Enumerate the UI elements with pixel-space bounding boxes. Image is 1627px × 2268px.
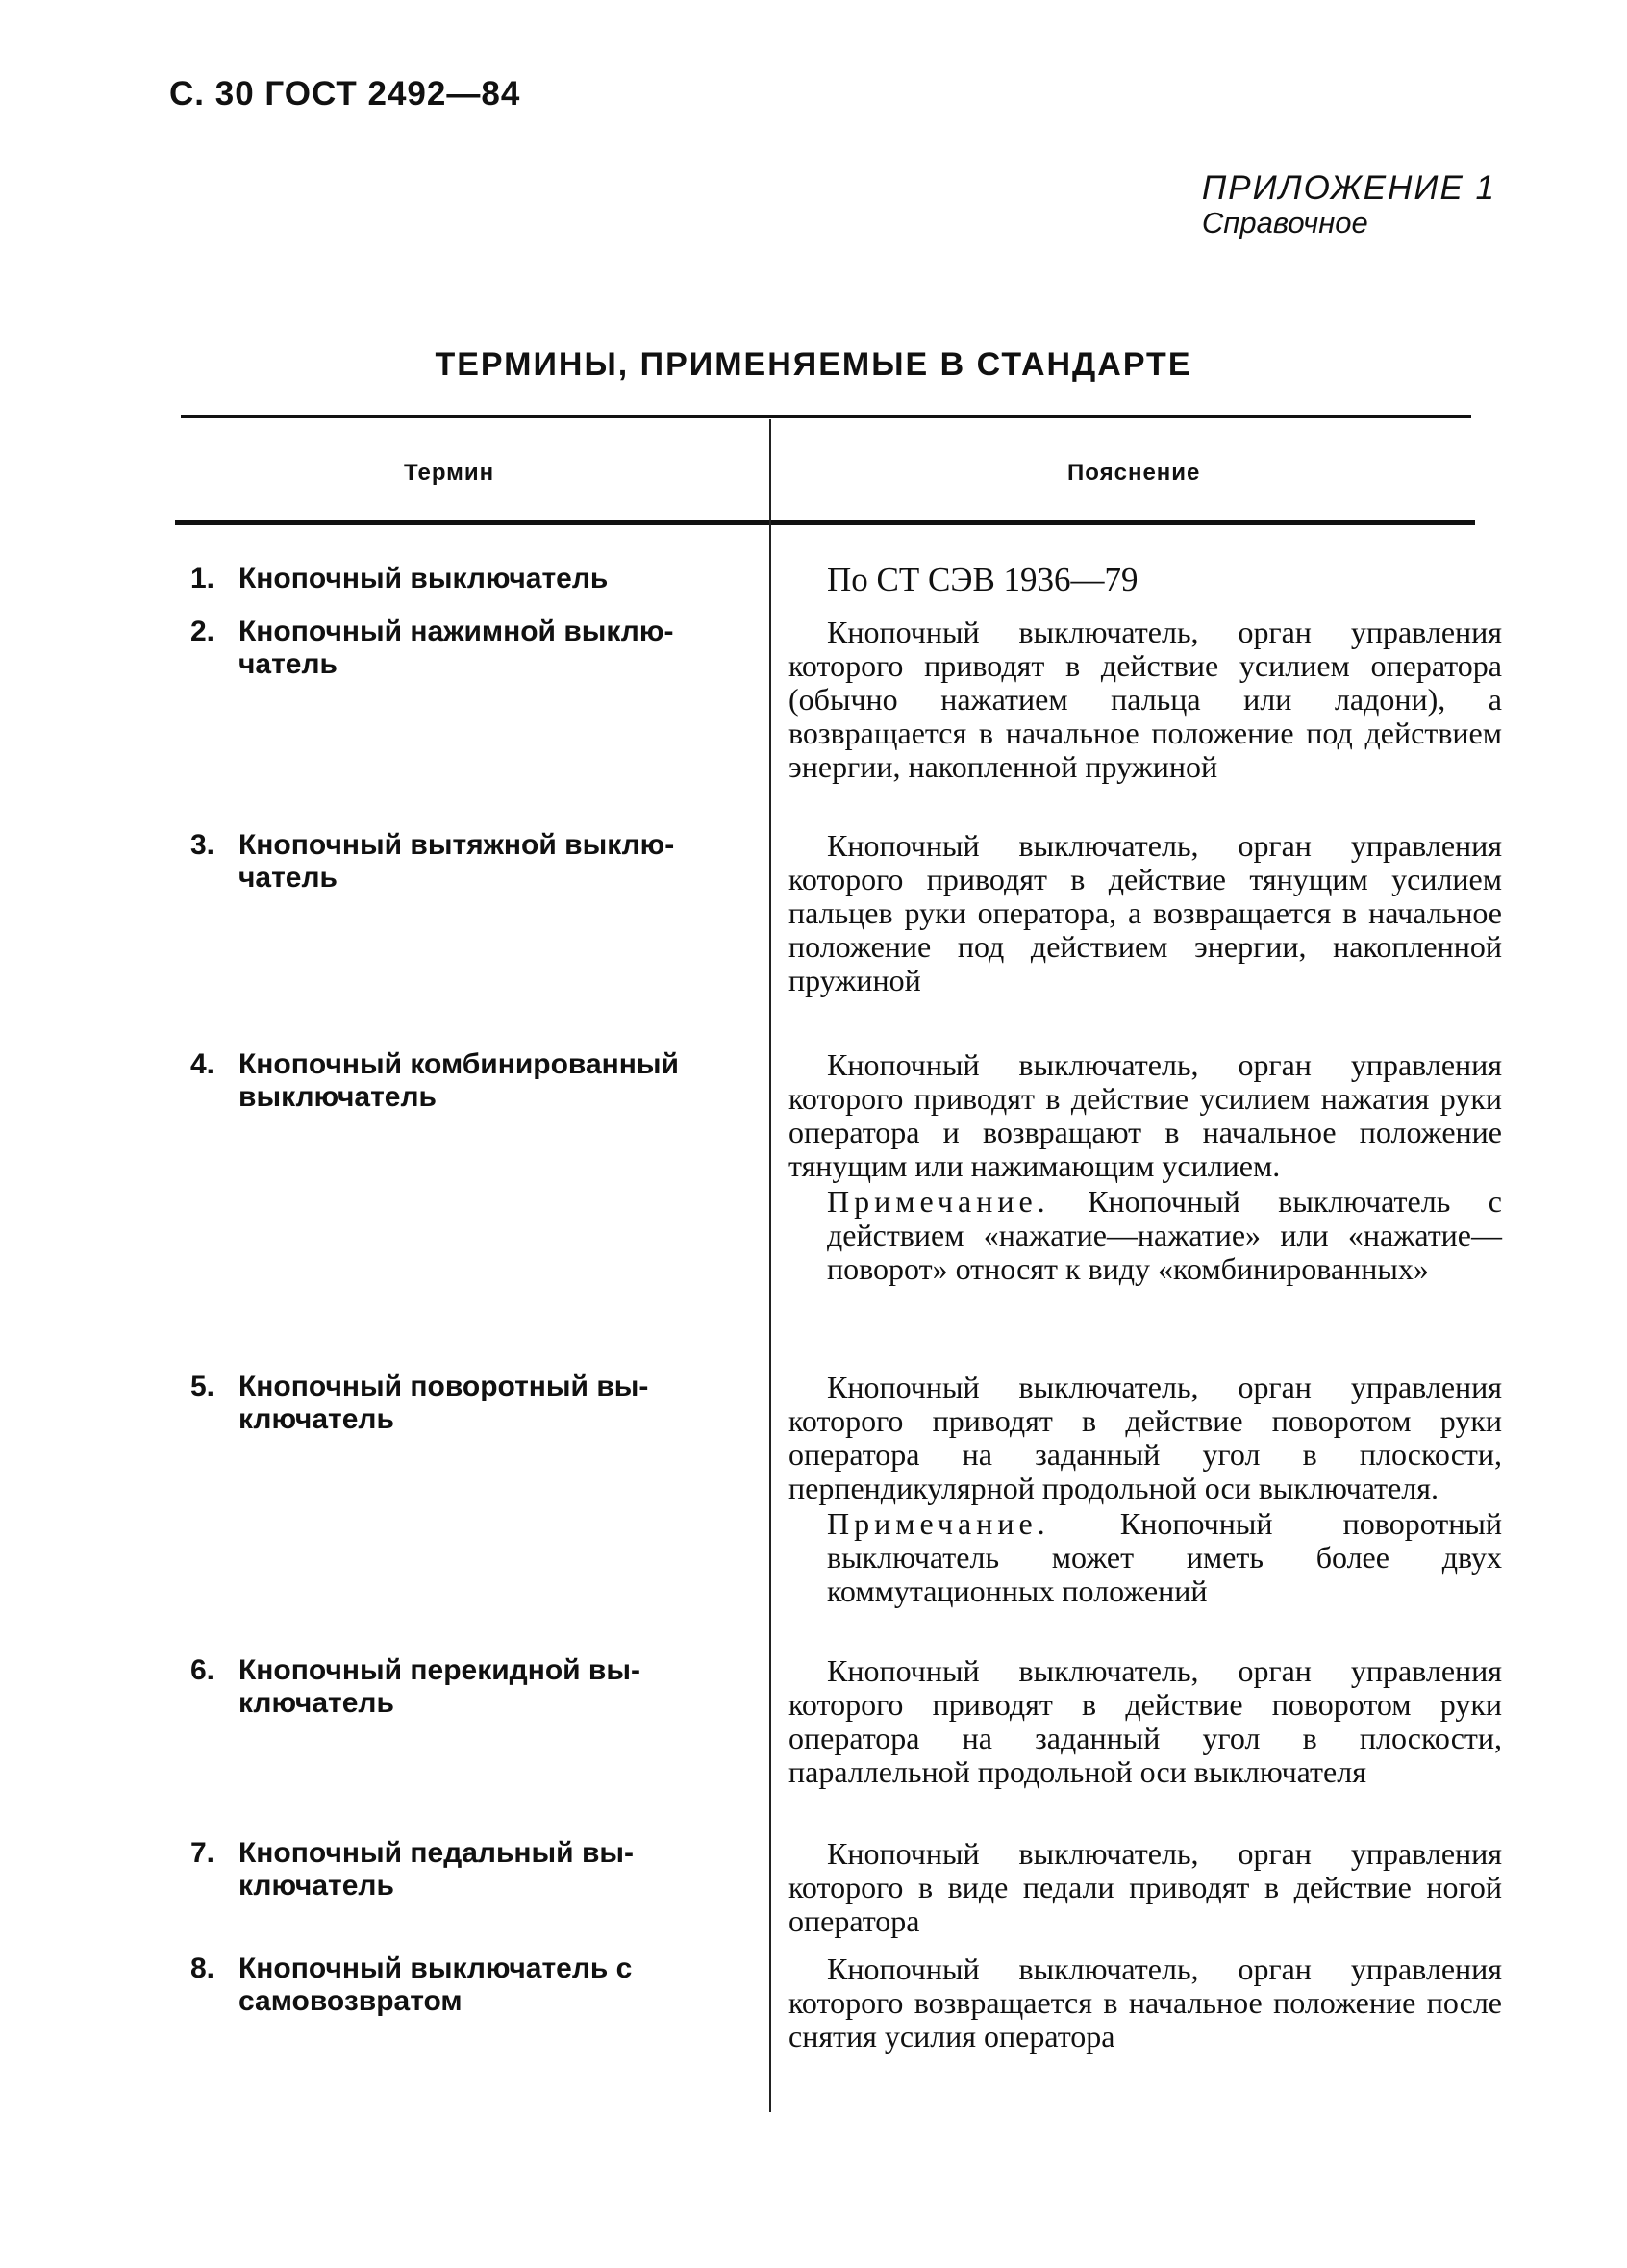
appendix-subtitle: Справочное	[1201, 206, 1368, 239]
explanation-cell	[788, 616, 1502, 784]
term-cell	[190, 1048, 735, 1114]
term-text: Кнопочный перекидной вы-	[238, 1654, 640, 1686]
term-text: Кнопочный поворотный вы-	[238, 1371, 649, 1402]
explanation-cell	[788, 1048, 1502, 1286]
term-text-continued: чатель	[238, 648, 338, 680]
term-text: Кнопочный выключатель	[238, 563, 609, 594]
explanation-cell	[788, 829, 1502, 997]
term-text-continued: выключатель	[238, 1081, 437, 1113]
note-text: Кнопочный выключатель с действием «нажатие—нажатие» или «нажатие—поворот» относят к виду «комбинированных»	[827, 1184, 1503, 1286]
term-text-continued: чатель	[238, 862, 338, 894]
term-text: Кнопочный нажимной выклю-	[238, 616, 674, 647]
term-cell	[190, 616, 735, 681]
explanation-cell	[788, 1837, 1502, 1938]
explanation-text: Кнопочный выключатель, орган управления которого приводят в действие поворотом руки оператора на заданный угол в плоскости, параллельной продольной оси выключателя	[788, 1653, 1502, 1789]
table-header-rule	[175, 520, 1475, 525]
table-top-rule	[181, 415, 1471, 418]
document-title: ТЕРМИНЫ, ПРИМЕНЯЕМЫЕ В СТАНДАРТЕ	[435, 346, 1192, 383]
column-header-term: Термин	[404, 460, 495, 486]
term-text: Кнопочный выключатель с	[238, 1953, 633, 1984]
term-text-continued: самовозвратом	[238, 1985, 463, 2017]
term-number: 3.	[190, 829, 215, 861]
page-header: С. 30 ГОСТ 2492—84	[169, 75, 521, 113]
note-text: Кнопочный поворотный выключатель может иметь более двух коммутационных положений	[827, 1506, 1503, 1608]
term-number: 5.	[190, 1371, 215, 1402]
term-text: Кнопочный вытяжной выклю-	[238, 829, 675, 861]
term-cell	[190, 829, 735, 895]
term-cell	[190, 1953, 735, 2018]
explanation-text: Кнопочный выключатель, орган управления которого приводят в действие усилием оператора (обычно нажатием пальца или ладони), а возвращается в начальное положение под действием энергии, накопленной пружиной	[788, 615, 1502, 784]
explanation-text: Кнопочный выключатель, орган управления которого приводят в действие усилием нажатия руки оператора и возвращают в начальное положение тянущим или нажимающим усилием.	[788, 1047, 1502, 1183]
term-cell	[190, 563, 735, 595]
explanation-text: Кнопочный выключатель, орган управления которого приводят в действие тянущим усилием пальцев руки оператора, а возвращается в начальное положение под действием энергии, накопленной пружиной	[788, 828, 1502, 997]
explanation-cell	[788, 1654, 1502, 1789]
explanation-text: Кнопочный выключатель, орган управления которого возвращается в начальное положение после снятия усилия оператора	[788, 1952, 1502, 2054]
column-header-explanation: Пояснение	[1067, 460, 1201, 486]
explanation-text: Кнопочный выключатель, орган управления которого в виде педали приводят в действие ногой оператора	[788, 1836, 1502, 1938]
note	[788, 1185, 1502, 1286]
note-label: Примечание.	[827, 1506, 1050, 1541]
explanation-cell: По СТ СЭВ 1936—79	[827, 561, 1139, 598]
explanation-cell	[788, 1371, 1502, 1608]
term-cell	[190, 1371, 735, 1436]
note-label: Примечание.	[827, 1184, 1050, 1219]
term-text: Кнопочный педальный вы-	[238, 1837, 634, 1869]
term-number: 6.	[190, 1654, 215, 1686]
term-cell	[190, 1837, 735, 1903]
term-number: 1.	[190, 563, 215, 594]
appendix-label	[1202, 169, 1496, 240]
note	[788, 1507, 1502, 1608]
term-text: Кнопочный комбинированный	[238, 1048, 679, 1080]
term-text-continued: ключатель	[238, 1687, 394, 1719]
term-cell	[190, 1654, 735, 1720]
term-number: 8.	[190, 1953, 215, 1984]
column-divider	[769, 419, 771, 2112]
term-text-continued: ключатель	[238, 1870, 394, 1902]
term-number: 7.	[190, 1837, 215, 1869]
term-number: 2.	[190, 616, 215, 647]
explanation-text: Кнопочный выключатель, орган управления которого приводят в действие поворотом руки оператора на заданный угол в плоскости, перпендикулярной продольной оси выключателя.	[788, 1370, 1502, 1505]
explanation-cell	[788, 1953, 1502, 2054]
term-number: 4.	[190, 1048, 215, 1080]
term-text-continued: ключатель	[238, 1403, 394, 1435]
appendix-title: ПРИЛОЖЕНИЕ 1	[1201, 169, 1496, 207]
